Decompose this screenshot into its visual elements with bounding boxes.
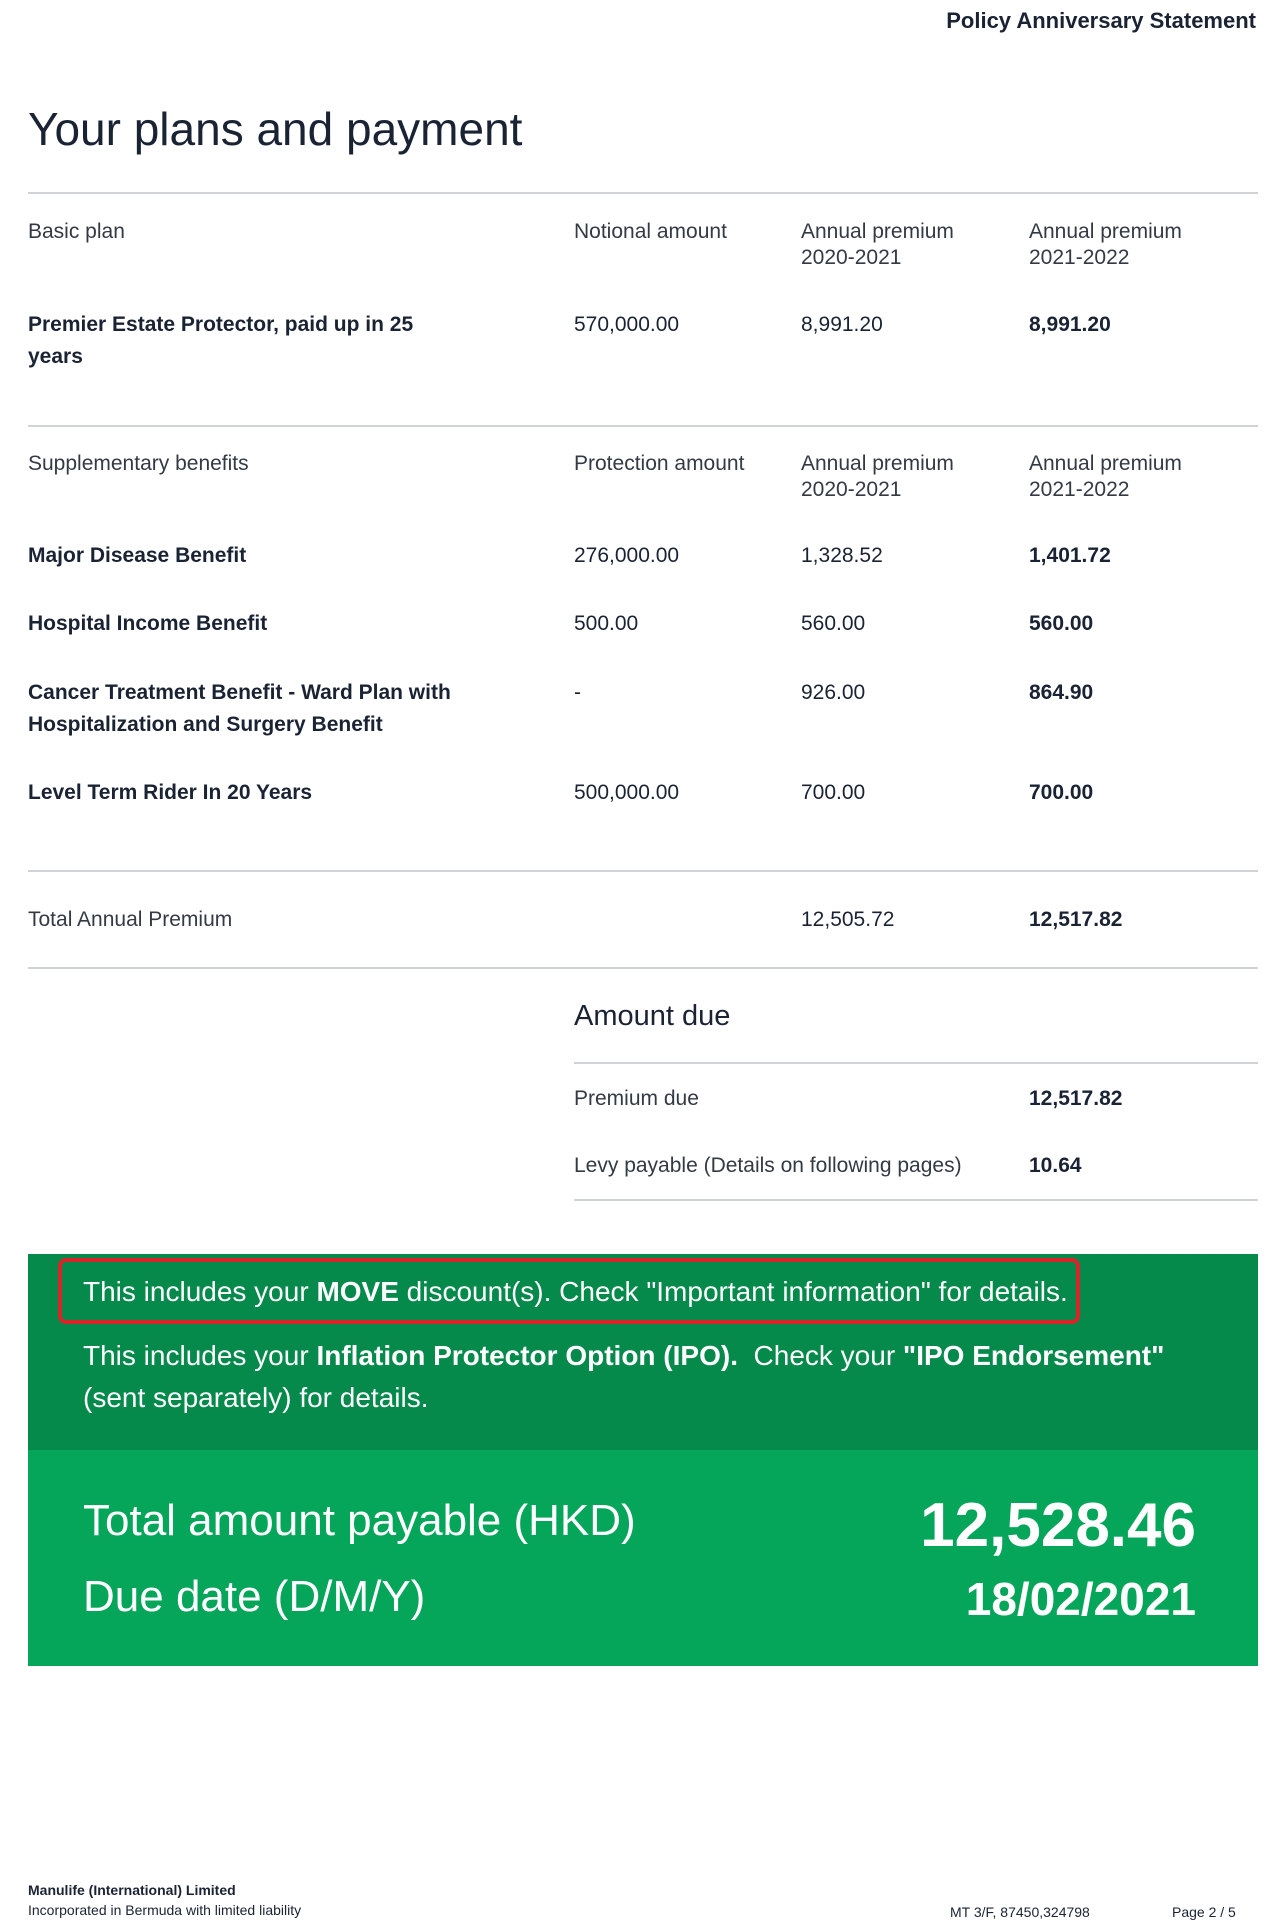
premium-due-value: 12,517.82 bbox=[1029, 1087, 1123, 1110]
ipo-endorsement-keyword: "IPO Endorsement" bbox=[902, 1340, 1165, 1371]
header-label: Annual premium bbox=[1029, 452, 1182, 475]
move-keyword: MOVE bbox=[316, 1276, 399, 1307]
divider bbox=[574, 1199, 1258, 1201]
page-number: Page 2 / 5 bbox=[1172, 1904, 1236, 1920]
premium-curr: 1,401.72 bbox=[1029, 544, 1111, 567]
notice-text: This includes your bbox=[83, 1276, 317, 1307]
company-name: Manulife (International) Limited bbox=[28, 1882, 236, 1898]
notice-text: This includes your bbox=[83, 1340, 317, 1371]
premium-prev: 700.00 bbox=[801, 781, 866, 804]
premium-curr: 8,991.20 bbox=[1029, 313, 1111, 336]
total-payable-value: 12,528.46 bbox=[920, 1491, 1196, 1560]
due-date-value: 18/02/2021 bbox=[965, 1573, 1196, 1625]
protection-amount: - bbox=[574, 681, 581, 704]
divider bbox=[28, 870, 1258, 872]
amount-due-title: Amount due bbox=[574, 1000, 731, 1032]
benefit-name: Level Term Rider In 20 Years bbox=[28, 781, 313, 804]
annual-premium-curr-header bbox=[1029, 219, 1249, 271]
total-premium-curr: 12,517.82 bbox=[1029, 908, 1123, 931]
annual-premium-prev-header bbox=[801, 219, 1021, 271]
premium-curr: 700.00 bbox=[1029, 781, 1094, 804]
supplementary-benefits-header: Supplementary benefits bbox=[28, 452, 249, 475]
protection-amount: 276,000.00 bbox=[574, 544, 680, 567]
premium-curr: 560.00 bbox=[1029, 612, 1094, 635]
header-years: 2020-2021 bbox=[801, 246, 902, 269]
due-date-label: Due date (D/M/Y) bbox=[83, 1572, 426, 1621]
payable-box bbox=[28, 1450, 1258, 1666]
incorporation-note: Incorporated in Bermuda with limited liability bbox=[28, 1902, 302, 1918]
basic-plan-header: Basic plan bbox=[28, 220, 125, 243]
divider bbox=[28, 192, 1258, 194]
header-label: Annual premium bbox=[801, 452, 954, 475]
premium-prev: 560.00 bbox=[801, 612, 866, 635]
annual-premium-prev-header bbox=[801, 451, 1021, 503]
ipo-notice-continued: (sent separately) for details. bbox=[83, 1382, 429, 1413]
ipo-keyword: Inflation Protector Option (IPO). bbox=[316, 1340, 738, 1371]
premium-curr: 864.90 bbox=[1029, 681, 1094, 704]
protection-amount-header: Protection amount bbox=[574, 452, 745, 475]
divider bbox=[28, 967, 1258, 969]
levy-label: Levy payable (Details on following pages) bbox=[574, 1154, 962, 1177]
header-years: 2020-2021 bbox=[801, 478, 902, 501]
header-label: Annual premium bbox=[1029, 220, 1182, 243]
total-premium-prev: 12,505.72 bbox=[801, 908, 895, 931]
header-years: 2021-2022 bbox=[1029, 246, 1130, 269]
notice-box bbox=[28, 1254, 1258, 1450]
premium-prev: 1,328.52 bbox=[801, 544, 883, 567]
page-heading: Your plans and payment bbox=[28, 103, 523, 155]
total-label: Total Annual Premium bbox=[28, 908, 233, 931]
premium-prev: 926.00 bbox=[801, 681, 866, 704]
ipo-notice bbox=[83, 1336, 1164, 1376]
divider bbox=[574, 1062, 1258, 1064]
doc-title: Policy Anniversary Statement bbox=[946, 8, 1256, 33]
footer-company-info bbox=[28, 1880, 301, 1920]
header-label: Annual premium bbox=[801, 220, 954, 243]
protection-amount: 500.00 bbox=[574, 612, 639, 635]
levy-value: 10.64 bbox=[1029, 1154, 1082, 1177]
document-reference: MT 3/F, 87450,324798 bbox=[950, 1904, 1090, 1920]
notional-amount: 570,000.00 bbox=[574, 313, 680, 336]
move-discount-notice bbox=[83, 1272, 1068, 1312]
notional-amount-header: Notional amount bbox=[574, 220, 727, 243]
divider bbox=[28, 425, 1258, 427]
notice-text: discount(s). Check "Important information" for details. bbox=[398, 1276, 1068, 1307]
premium-due-label: Premium due bbox=[574, 1087, 699, 1110]
benefit-name: Hospital Income Benefit bbox=[28, 612, 268, 635]
protection-amount: 500,000.00 bbox=[574, 781, 680, 804]
annual-premium-curr-header bbox=[1029, 451, 1249, 503]
header-years: 2021-2022 bbox=[1029, 478, 1130, 501]
notice-text: Check your bbox=[737, 1340, 903, 1371]
plan-name: Premier Estate Protector, paid up in 25 years bbox=[28, 313, 414, 368]
benefit-name: Major Disease Benefit bbox=[28, 544, 247, 567]
benefit-name: Cancer Treatment Benefit - Ward Plan with Hospitalization and Surgery Benefit bbox=[28, 681, 451, 736]
total-payable-label: Total amount payable (HKD) bbox=[83, 1496, 636, 1545]
premium-prev: 8,991.20 bbox=[801, 313, 883, 336]
